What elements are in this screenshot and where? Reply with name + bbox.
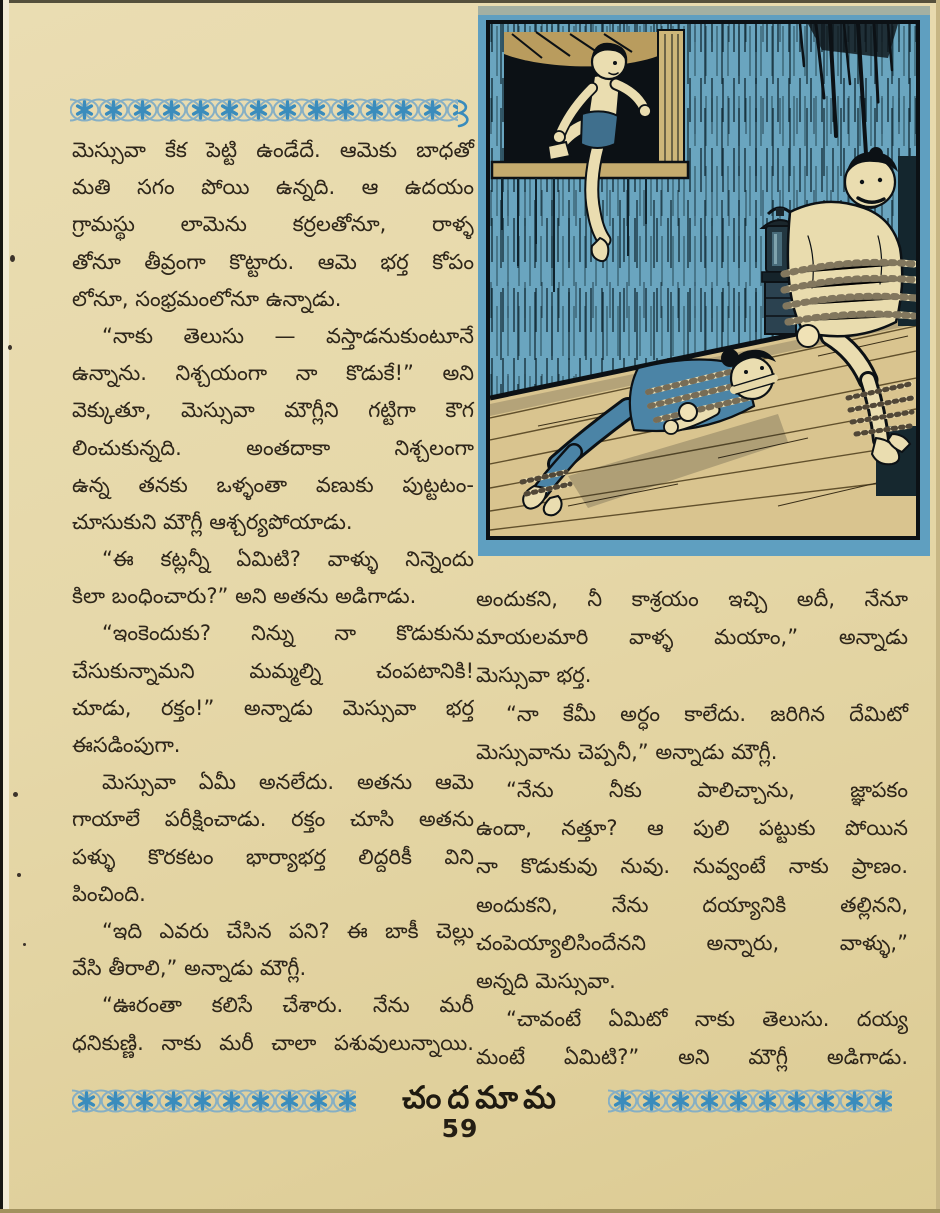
text-line: లించుకున్నది. అంతదాకా నిశ్చలంగా: [72, 435, 474, 460]
magazine-title: చందమామ: [402, 1080, 562, 1116]
text-line: “నేను నీకు పాలిచ్చాను, జ్ఞాపకం: [506, 777, 908, 802]
text-line: తోనూ తీవ్రంగా కొట్టారు. ఆమె భర్త కోపం: [72, 249, 474, 274]
page-edge-right: [936, 0, 940, 1213]
page-edge-top: [0, 0, 940, 3]
text-line: “నా కేమీ అర్ధం కాలేదు. జరిగిన దేమిటో: [506, 701, 908, 726]
text-line: మాయలమారి వాళ్ళ మయాం,” అన్నాడు: [476, 625, 908, 650]
text-line: లోనూ, సంభ్రమంలోనూ ఉన్నాడు.: [72, 286, 342, 311]
ink-speck: [8, 345, 12, 350]
ink-speck: [10, 255, 15, 262]
text-line: “ఊరంతా కలిసే చేశారు. నేను మరీ: [102, 993, 474, 1018]
text-line: నా కొడుకువు నువు. నువ్వంటే నాకు ప్రాణం.: [476, 854, 908, 879]
ornament-end-squiggle: [459, 101, 467, 126]
paragraph: [72, 987, 474, 1061]
text-line: చేసుకున్నామని మమ్మల్ని చంపటానికి!: [72, 658, 474, 683]
text-line: ఈసడింపుగా.: [72, 733, 181, 757]
text-line: ఉన్న తనకు ఒళ్ళంతా వణుకు పుట్టటం-: [72, 472, 474, 497]
paragraph: [72, 541, 474, 615]
text-line: మంటే ఏమిటి?” అని మౌగ్లీ అడిగాడు.: [476, 1045, 908, 1070]
text-line: మెస్సువా భర్త.: [476, 663, 592, 688]
text-line: అన్నది మెస్సువా.: [476, 968, 616, 993]
text-line: మెస్సువా కేక పెట్టి ఉండేదే. ఆమెకు బాధతో: [72, 138, 474, 162]
text-line: ధనికుణ్ణి. నాకు మరీ చాలా పశువులున్నాయి.: [72, 1030, 474, 1055]
text-line: వేసి తీరాలి,” అన్నాడు మౌగ్లీ.: [72, 956, 307, 981]
ink-speck: [13, 792, 18, 797]
paragraph: [72, 132, 474, 318]
paragraph: [72, 318, 474, 541]
story-illustration: [478, 6, 930, 556]
left-text-column: [72, 132, 474, 1062]
text-line: “నాకు తెలుసు — వస్తాడనుకుంటూనే: [102, 323, 474, 348]
paragraph: [476, 1000, 908, 1076]
paragraph: [476, 695, 908, 771]
text-line: అందుకని, నేను దయ్యానికి తల్లినని,: [476, 892, 908, 917]
ink-speck: [23, 943, 26, 946]
text-line: చూసుకుని మౌగ్లీ ఆశ్చర్యపోయాడు.: [72, 509, 353, 534]
ink-speck: [17, 873, 21, 877]
right-text-column: [476, 580, 908, 1076]
text-line: “ఇది ఎవరు చేసిన పని? ఈ బాకీ చెల్లు: [102, 918, 474, 943]
text-line: ఉందా, నత్తూ? ఆ పులి పట్టుకు పోయిన: [476, 816, 908, 841]
text-line: చంపెయ్యాలిసిందేనని అన్నారు, వాళ్ళు,”: [476, 930, 908, 955]
chain-ornament-border-footer-left: [72, 1086, 356, 1116]
text-line: మతి సగం పోయి ఉన్నది. ఆ ఉదయం: [72, 175, 474, 200]
chain-ornament-border-footer-right: [608, 1086, 892, 1116]
scan-strip: [478, 6, 930, 15]
page-edge-left-margin: [3, 0, 9, 1213]
text-line: మెస్సువా ఏమీ అనలేదు. అతను ఆమె: [102, 770, 474, 795]
text-line: “చావంటే ఏమిటో నాకు తెలుసు. దయ్య: [506, 1007, 908, 1032]
paragraph: [476, 771, 908, 1000]
paragraph: [72, 913, 474, 987]
text-line: అందుకని, నీ కాశ్రయం ఇచ్చి అదీ, నేనూ: [476, 587, 908, 611]
text-line: వెక్కుతూ, మెస్సువా మౌగ్లీని గట్టిగా కౌగ: [72, 398, 474, 423]
text-line: ఉన్నాను. నిశ్చయంగా నా కొడుకే!” అని: [72, 361, 474, 386]
paragraph: [72, 764, 474, 913]
window-shutter: [658, 30, 684, 170]
chain-ornament-border-top: [70, 95, 474, 129]
text-line: “ఈ కట్లన్నీ ఏమిటి? వాళ్ళు నిన్నెందు: [102, 547, 474, 572]
page-edge-bottom: [0, 1209, 940, 1213]
paragraph: [72, 615, 474, 764]
paragraph: [476, 580, 908, 695]
text-line: కిలా బంధించారు?” అని అతను అడిగాడు.: [72, 584, 417, 609]
page-number: 59: [441, 1114, 479, 1143]
text-line: గాయాలే పరీక్షించాడు. రక్తం చూసి అతను: [72, 807, 474, 832]
text-line: పళ్ళు కొరకటం భార్యాభర్త లిద్దరికీ విని: [72, 844, 474, 869]
text-line: గ్రామస్థు లామెను కర్రలతోనూ, రాళ్ళ: [72, 212, 474, 237]
text-line: “ఇంకెందుకు? నిన్ను నా కొడుకును: [102, 621, 474, 646]
text-line: చూడు, రక్తం!” అన్నాడు మెస్సువా భర్త: [72, 695, 474, 720]
text-line: పించింది.: [72, 881, 146, 906]
text-line: మెస్సువాను చెప్పనీ,” అన్నాడు మౌగ్లీ.: [476, 739, 778, 764]
